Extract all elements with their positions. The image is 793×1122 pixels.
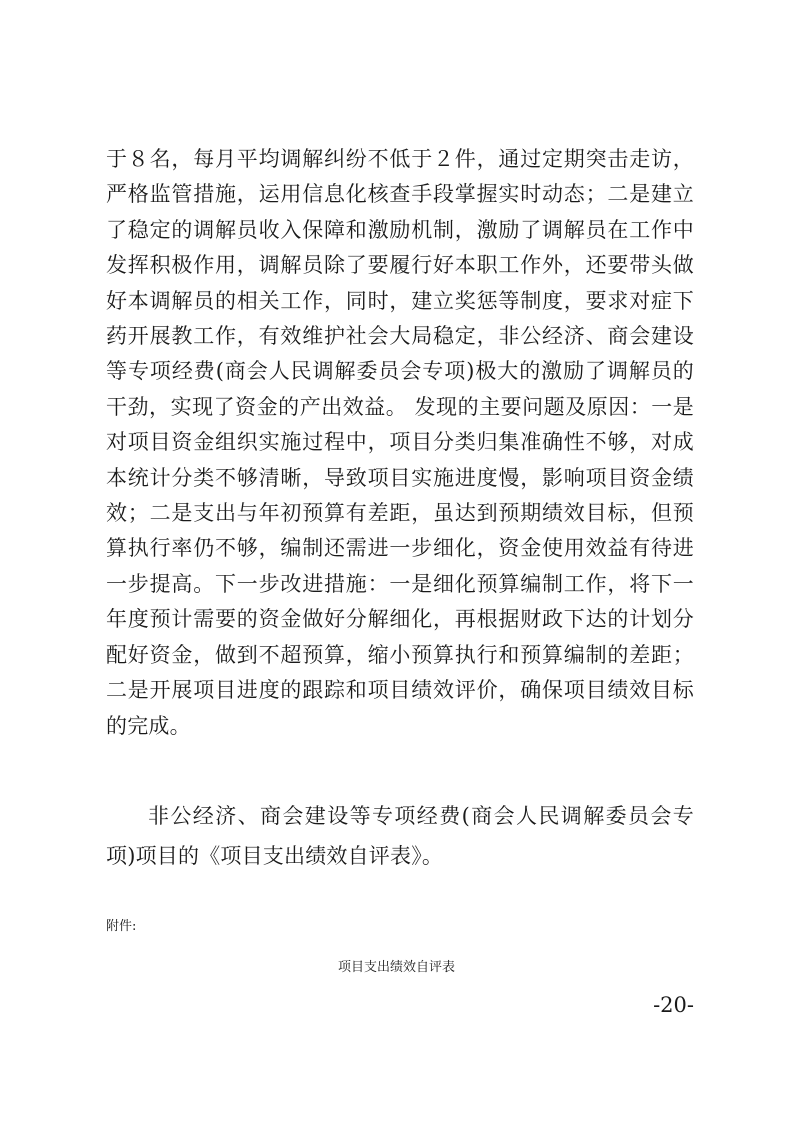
page-number: -20- (653, 993, 694, 1017)
body-paragraph: 于８名，每月平均调解纠纷不低于２件，通过定期突击走访，严格监管措施，运用信息化核查手段掌握实时动态；二是建立了稳定的调解员收入保障和激励机制，激励了调解员在工作中发挥积极作用，调解员除了要履行好本职工作外，还要带头做好本调解员的相关工作，同时，建立奖惩等制度，要求对症下药开展教工作，有效维护社会大局稳定，非公经济、商会建设等专项经费(商会人民调解委员会专项)极大的激励了调解员的干劲，实现了资金的产出效益。 发现的主要问题及原因：一是对项目资金组织实施过程中，项目分类归集准确性不够，对成本统计分类不够清晰，导致项目实施进度慢，影响项目资金绩效；二是支出与年初预算有差距，虽达到预期绩效目标，但预算执行率仍不够，编制还需进一步细化，资金使用效益有待进一步提高。下一步改进措施：一是细化预算编制工作，将下一年度预计需要的资金做好分解细化，再根据财政下达的计划分配好资金，做到不超预算，缩小预算执行和预算编制的差距；二是开展项目进度的跟踪和项目绩效评价，确保项目绩效目标的完成。 (106, 147, 694, 738)
closing-paragraph: 非公经济、商会建设等专项经费(商会人民调解委员会专项)项目的《项目支出绩效自评表》。 (106, 804, 694, 868)
attachment-label: 附件: (106, 919, 137, 934)
table-caption: 项目支出绩效自评表 (337, 960, 455, 975)
